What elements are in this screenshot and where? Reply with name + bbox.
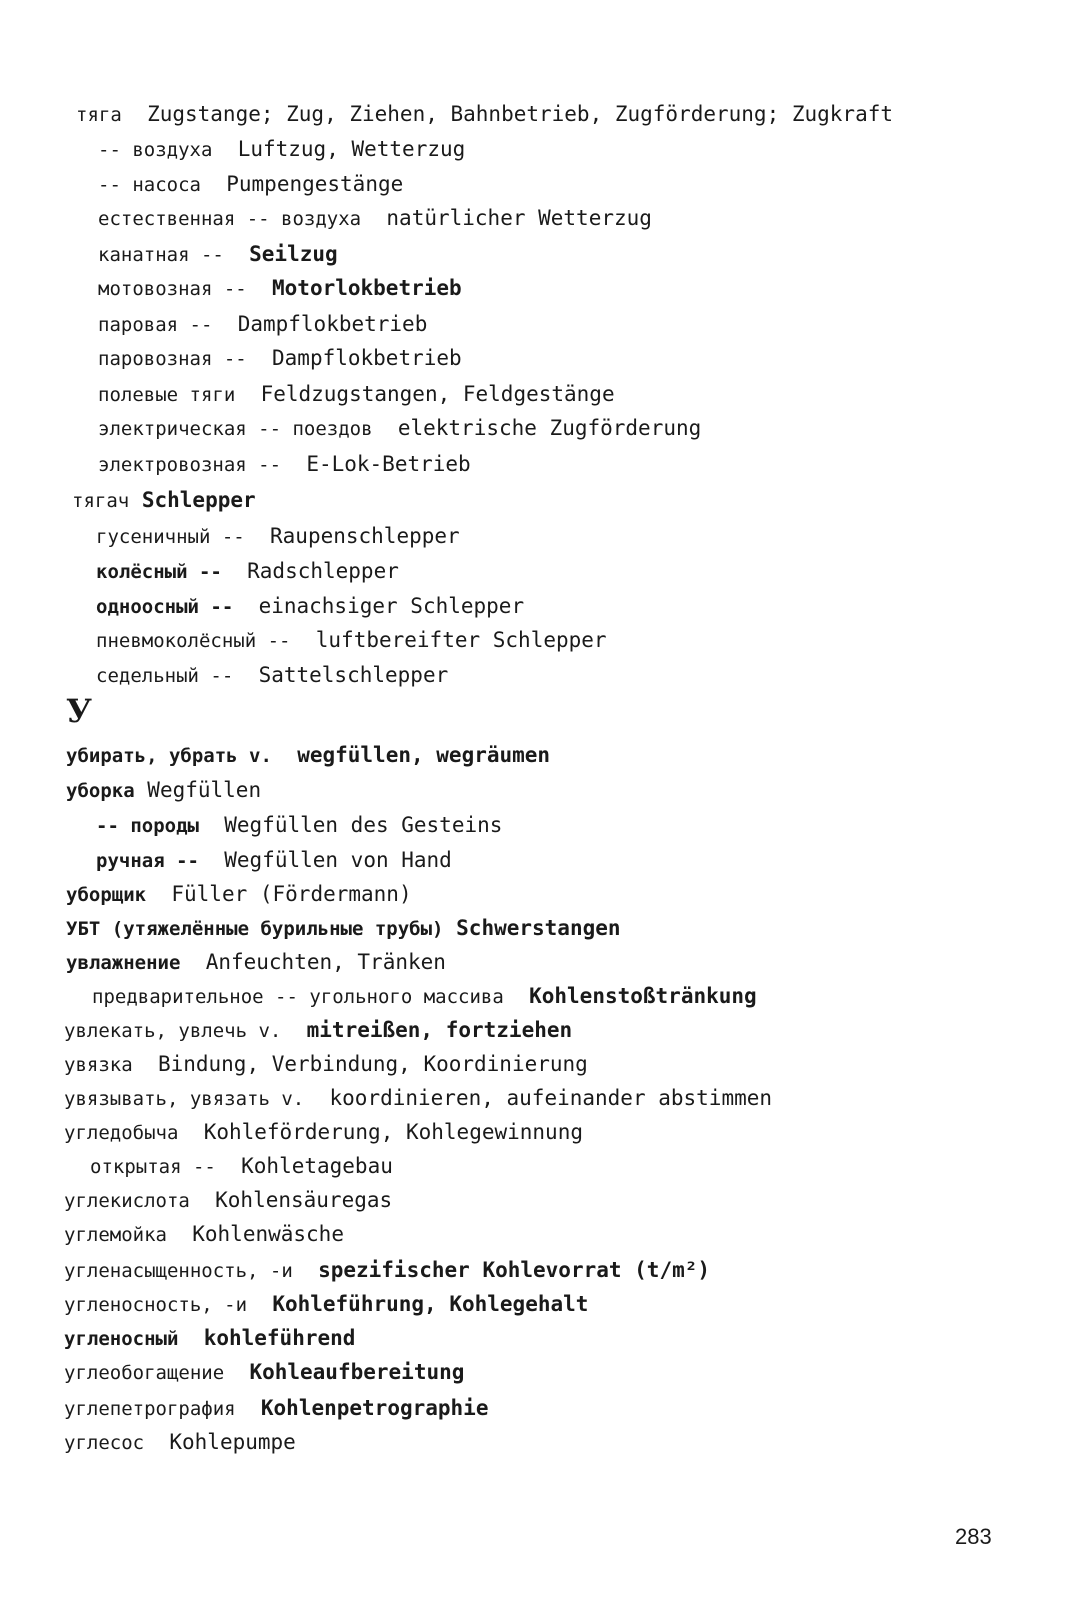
section-letter: У bbox=[66, 692, 92, 730]
entry-tyagach: тягач Schlepper bbox=[72, 488, 256, 512]
sub-entry: электровозная -- E-Lok-Betrieb bbox=[98, 452, 471, 476]
sub-entry: пневмоколёсный -- luftbereifter Schlepper bbox=[96, 628, 607, 652]
page-number: 283 bbox=[955, 1524, 992, 1549]
sub-entry: -- воздуха Luftzug, Wetterzug bbox=[98, 137, 466, 161]
sub-entry: паровозная -- Dampflokbetrieb bbox=[98, 346, 462, 370]
sub-entry: одноосный -- einachsiger Schlepper bbox=[96, 594, 525, 618]
entry: угледобыча Kohleförderung, Kohlegewinnung bbox=[64, 1120, 583, 1144]
sub-entry: -- породы Wegfüllen des Gesteins bbox=[96, 813, 503, 837]
entry: углекислота Kohlensäuregas bbox=[64, 1188, 393, 1212]
entry: угленосный kohleführend bbox=[64, 1326, 356, 1350]
entry: угленасыщенность, -и spezifischer Kohlevorrat (t/m²) bbox=[64, 1258, 711, 1282]
entry: угленосность, -и Kohleführung, Kohlegehalt bbox=[64, 1292, 589, 1316]
entry: углемойка Kohlenwäsche bbox=[64, 1222, 344, 1246]
sub-entry: электрическая -- поездов elektrische Zugförderung bbox=[98, 416, 702, 440]
sub-entry: седельный -- Sattelschlepper bbox=[96, 663, 449, 687]
entry-tyaga: тяга Zugstange; Zug, Ziehen, Bahnbetrieb, Zugförderung; Zugkraft bbox=[76, 102, 894, 126]
entry: увязка Bindung, Verbindung, Koordinierung bbox=[64, 1052, 588, 1076]
entry: углесос Kohlepumpe bbox=[64, 1430, 296, 1454]
entry: УБТ (утяжелённые бурильные трубы) Schwerstangen bbox=[66, 916, 621, 940]
sub-entry: полевые тяги Feldzugstangen, Feldgestänge bbox=[98, 382, 615, 406]
sub-entry: предварительное -- угольного массива Kohlenstoßtränkung bbox=[92, 984, 757, 1008]
entry: убирать, убрать v. wegfüllen, wegräumen bbox=[66, 743, 551, 767]
entry: уборщик Füller (Fördermann) bbox=[66, 882, 412, 906]
sub-entry: ручная -- Wegfüllen von Hand bbox=[96, 848, 452, 872]
sub-entry: открытая -- Kohletagebau bbox=[90, 1154, 393, 1178]
entry: увязывать, увязать v. koordinieren, aufeinander abstimmen bbox=[64, 1086, 773, 1110]
sub-entry: колёсный -- Radschlepper bbox=[96, 559, 399, 583]
sub-entry: -- насоса Pumpengestänge bbox=[98, 172, 404, 196]
sub-entry: естественная -- воздуха natürlicher Wetterzug bbox=[98, 206, 652, 230]
entry: углепетрография Kohlenpetrographie bbox=[64, 1396, 489, 1420]
sub-entry: гусеничный -- Raupenschlepper bbox=[96, 524, 460, 548]
entry: уборка Wegfüllen bbox=[66, 778, 262, 802]
sub-entry: паровая -- Dampflokbetrieb bbox=[98, 312, 428, 336]
sub-entry: канатная -- Seilzug bbox=[98, 242, 338, 266]
sub-entry: мотовозная -- Motorlokbetrieb bbox=[98, 276, 462, 300]
entry: углеобогащение Kohleaufbereitung bbox=[64, 1360, 465, 1384]
entry: увлекать, увлечь v. mitreißen, fortziehen bbox=[64, 1018, 573, 1042]
entry: увлажнение Anfeuchten, Tränken bbox=[66, 950, 446, 974]
